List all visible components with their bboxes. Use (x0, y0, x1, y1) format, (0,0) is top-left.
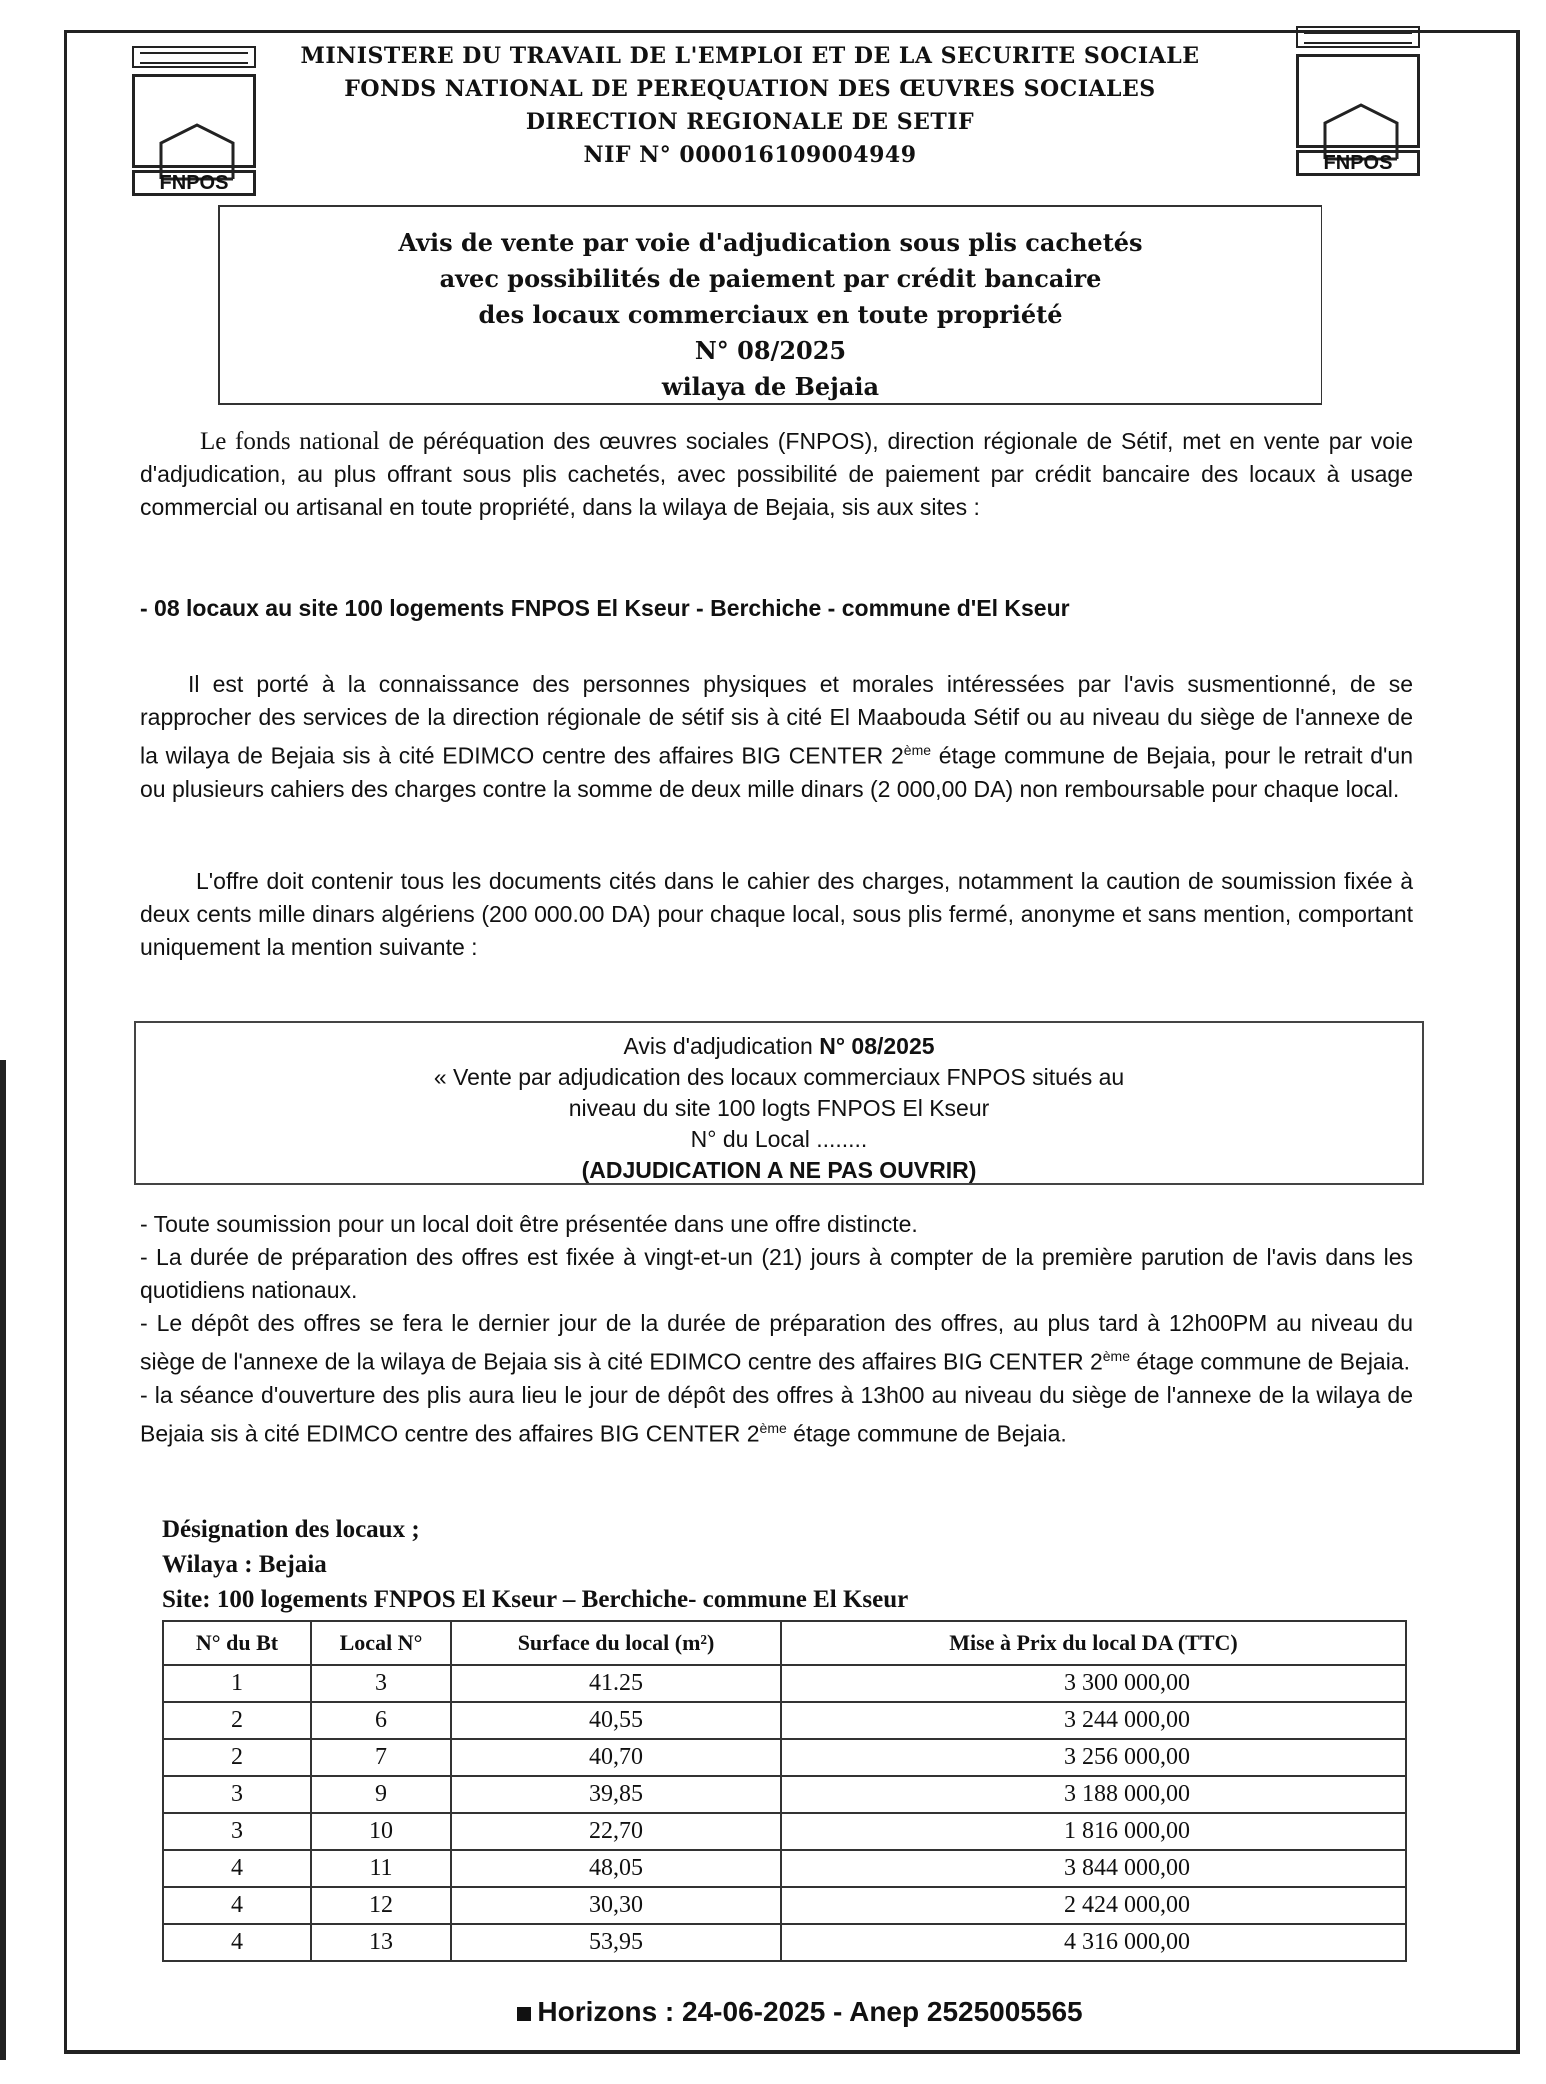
table-row (163, 1924, 1406, 1961)
footer-text: Horizons : 24-06-2025 - Anep 2525005565 (537, 1996, 1083, 2027)
intro-lead: Le fonds national (200, 428, 380, 455)
nif-line: NIF N° 000016109004949 (583, 142, 917, 168)
cell-prix: 3 300 000,00 (781, 1665, 1406, 1702)
avis-line-3: niveau du site 100 logts FNPOS El Kseur (568, 1095, 990, 1121)
notice-number: N° 08/2025 (694, 336, 847, 365)
logo-label: FNPOS (132, 170, 256, 196)
cell-batiment: 2 (163, 1702, 311, 1739)
avis-line-4: N° du Local ........ (690, 1126, 868, 1152)
para2-sup: ème (903, 742, 932, 758)
designation-block (162, 1512, 1412, 1617)
cell-local: 9 (311, 1776, 451, 1813)
designation-heading: Désignation des locaux ; (162, 1516, 420, 1543)
table-row (163, 1813, 1406, 1850)
rule-1: - Toute soumission pour un local doit être présentée dans une offre distincte. (140, 1211, 918, 1237)
cell-batiment: 4 (163, 1850, 311, 1887)
cell-prix: 3 244 000,00 (781, 1702, 1406, 1739)
cell-batiment: 3 (163, 1776, 311, 1813)
designation-site: Site: 100 logements FNPOS El Kseur – Berchiche- commune El Kseur (162, 1586, 909, 1613)
cell-surface: 40,70 (451, 1739, 781, 1776)
cell-prix: 1 816 000,00 (781, 1813, 1406, 1850)
col-header-local: Local N° (311, 1621, 451, 1665)
table-row (163, 1739, 1406, 1776)
cell-batiment: 4 (163, 1924, 311, 1961)
cell-surface: 53,95 (451, 1924, 781, 1961)
fnpos-logo-right (1296, 26, 1420, 176)
cell-local: 7 (311, 1739, 451, 1776)
cell-surface: 41.25 (451, 1665, 781, 1702)
col-header-batiment: N° du Bt (163, 1621, 311, 1665)
title-line-2: avec possibilités de paiement par crédit bancaire (439, 264, 1102, 293)
rules-list (140, 1208, 1413, 1450)
envelope-mention-box (134, 1021, 1424, 1185)
avis-line-2: « Vente par adjudication des locaux commerciaux FNPOS situés au (433, 1064, 1125, 1090)
cell-local: 11 (311, 1850, 451, 1887)
avis-prefix: Avis d'adjudication (623, 1033, 820, 1059)
cell-prix: 3 256 000,00 (781, 1739, 1406, 1776)
para2-text-1: Il est porté à la connaissance des personnes physiques et morales intéressées par l'avis susmentionné, de se rapprocher des services de la direction régionale de sétif sis à cité El Maabouda Sétif ou au niveau du siège de l'annexe de la wilaya de Bejaia sis à cité EDIMCO centre des affaires BIG CENTER 2 (140, 671, 1413, 769)
cell-local: 6 (311, 1702, 451, 1739)
rule-4-text-1: - la séance d'ouverture des plis aura lieu le jour de dépôt des offres à 13h00 au niveau du siège de l'annexe de la wilaya de Bejaia sis à cité EDIMCO centre des affaires BIG CENTER 2 (140, 1381, 1413, 1447)
col-header-prix: Mise à Prix du local DA (TTC) (781, 1621, 1406, 1665)
avis-line-1 (136, 1031, 1422, 1062)
cell-batiment: 3 (163, 1813, 311, 1850)
intro-paragraph (140, 425, 1413, 524)
scan-edge (0, 1060, 6, 2060)
letterhead (230, 40, 1270, 172)
publication-footer (450, 1996, 1150, 2028)
table-row (163, 1776, 1406, 1813)
cell-batiment: 4 (163, 1887, 311, 1924)
rule-3 (140, 1307, 1413, 1379)
table-row (163, 1665, 1406, 1702)
cell-local: 10 (311, 1813, 451, 1850)
cell-local: 12 (311, 1887, 451, 1924)
ministry-line: MINISTERE DU TRAVAIL DE L'EMPLOI ET DE LA SECURITE SOCIALE (300, 43, 1200, 69)
cell-surface: 22,70 (451, 1813, 781, 1850)
cell-surface: 40,55 (451, 1702, 781, 1739)
para2-text-2: étage commune de Bejaia, pour le retrait d'un ou plusieurs cahiers des charges contre la somme de deux mille dinars (2 000,00 DA) non remboursable pour chaque local. (140, 742, 1413, 802)
cell-surface: 48,05 (451, 1850, 781, 1887)
cell-local: 13 (311, 1924, 451, 1961)
rule-4 (140, 1379, 1413, 1451)
table-header-row (163, 1621, 1406, 1665)
paragraph-retrait (140, 668, 1413, 806)
table-row (163, 1850, 1406, 1887)
cell-surface: 39,85 (451, 1776, 781, 1813)
cell-prix: 3 188 000,00 (781, 1776, 1406, 1813)
paragraph-offre: L'offre doit contenir tous les documents cités dans le cahier des charges, notamment la caution de soumission fixée à deux cents mille dinars algériens (200 000.00 DA) pour chaque local, sous plis fermé, anonyme et sans mention, comportant uniquement la mention suivante : (140, 868, 1413, 960)
fund-line: FONDS NATIONAL DE PEREQUATION DES ŒUVRES SOCIALES (344, 76, 1156, 102)
direction-line: DIRECTION REGIONALE DE SETIF (525, 109, 975, 135)
rule-4-text-2: étage commune de Bejaia. (786, 1420, 1067, 1447)
wilaya-title: wilaya de Bejaia (661, 372, 880, 401)
table-row (163, 1702, 1406, 1739)
designation-wilaya: Wilaya : Bejaia (162, 1551, 327, 1578)
square-bullet-icon (517, 2007, 531, 2021)
col-header-surface: Surface du local (m²) (451, 1621, 781, 1665)
cell-local: 3 (311, 1665, 451, 1702)
rule-3-text-2: étage commune de Bejaia. (1130, 1348, 1411, 1375)
rule-4-sup: ème (759, 1419, 787, 1436)
site-bullet: - 08 locaux au site 100 logements FNPOS El Kseur - Berchiche - commune d'El Kseur (140, 595, 1070, 621)
cell-batiment: 1 (163, 1665, 311, 1702)
table-row (163, 1887, 1406, 1924)
rule-2: - La durée de préparation des offres est fixée à vingt-et-un (21) jours à compter de la première parution de l'avis dans les quotidiens nationaux. (140, 1244, 1413, 1303)
title-line-1: Avis de vente par voie d'adjudication sous plis cachetés (398, 228, 1143, 257)
cell-surface: 30,30 (451, 1887, 781, 1924)
locaux-table (162, 1620, 1407, 1962)
cell-batiment: 2 (163, 1739, 311, 1776)
cell-prix: 3 844 000,00 (781, 1850, 1406, 1887)
title-line-3: des locaux commerciaux en toute propriété (478, 300, 1063, 329)
notice-title-box (218, 205, 1322, 405)
avis-line-5: (ADJUDICATION A NE PAS OUVRIR) (581, 1157, 977, 1183)
avis-number: N° 08/2025 (819, 1033, 935, 1059)
rule-3-text-1: - Le dépôt des offres se fera le dernier jour de la durée de préparation des offres, au plus tard à 12h00PM au niveau du siège de l'annexe de la wilaya de Bejaia sis à cité EDIMCO centre des affaires BIG CENTER 2 (140, 1310, 1413, 1375)
cell-prix: 4 316 000,00 (781, 1924, 1406, 1961)
logo-label: FNPOS (1296, 150, 1420, 176)
cell-prix: 2 424 000,00 (781, 1887, 1406, 1924)
rule-3-sup: ème (1102, 1348, 1130, 1364)
intro-text: de péréquation des œuvres sociales (FNPOS), direction régionale de Sétif, met en vente par voie d'adjudication, au plus offrant sous plis cachetés, avec possibilité de paiement par crédit bancaire des locaux à usage commercial ou artisanal en toute propriété, dans la wilaya de Bejaia, sis aux sites : (140, 428, 1413, 520)
